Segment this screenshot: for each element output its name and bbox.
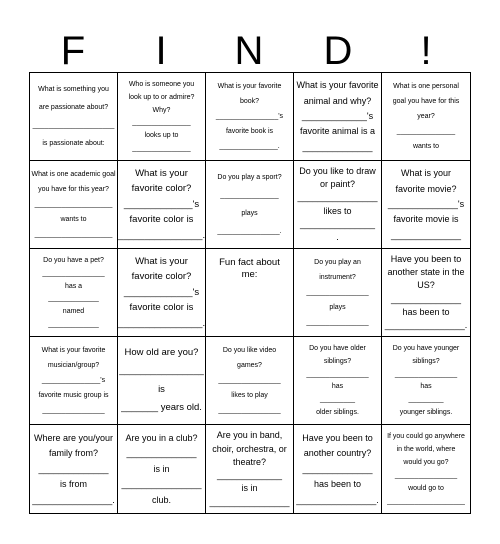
bingo-square: [294, 73, 382, 161]
square-text: has: [420, 383, 432, 391]
square-text: siblings?: [323, 357, 352, 365]
blank-line: ________________: [119, 365, 204, 377]
square-text: .: [336, 231, 339, 242]
bingo-grid: [29, 72, 471, 514]
square-text: favorite movie is: [393, 214, 459, 225]
square-text: favorite color?: [131, 271, 192, 282]
bingo-square: [206, 73, 294, 161]
square-text: would go to: [408, 485, 444, 492]
blank-line: _______________.: [219, 143, 280, 150]
square-text: has been to: [402, 306, 450, 317]
square-text: Do you have older: [309, 344, 366, 352]
blank-line: _____________: [216, 470, 283, 481]
blank-line: ________________: [306, 289, 369, 296]
blank-line: ______________'s: [387, 198, 465, 209]
blank-line: ____________________: [34, 231, 113, 238]
square-text: Why?: [152, 106, 171, 114]
square-text: is from: [60, 479, 87, 489]
square-text: likes to: [323, 205, 352, 216]
bingo-square: [294, 161, 382, 249]
square-text: favorite color is: [129, 302, 194, 313]
bingo-square: [382, 425, 470, 513]
square-text: favorite color?: [131, 183, 192, 194]
square-text: How old are you?: [124, 346, 199, 358]
bingo-square: [30, 161, 118, 249]
bingo-square: [382, 249, 470, 337]
square-text: If you could go anywhere: [387, 433, 465, 440]
blank-line: ________________: [394, 472, 458, 479]
square-text: is in: [241, 483, 258, 494]
square-text: wants to: [412, 143, 440, 150]
square-text: theatre?: [232, 456, 267, 467]
blank-line: ______________: [302, 463, 373, 474]
square-text: favorite animal is a: [299, 126, 376, 137]
blank-line: ____________________: [387, 498, 465, 505]
bingo-square: [294, 337, 382, 425]
bingo-square: [118, 73, 206, 161]
square-text: is passionate about:: [42, 140, 105, 147]
title-letter-d: D: [323, 29, 353, 73]
blank-line: ______________: [126, 448, 197, 458]
blank-line: ________________.: [32, 494, 115, 505]
blank-line: ________________.: [118, 229, 206, 241]
square-text: Fun fact about: [219, 257, 280, 268]
square-text: Are you in a club?: [125, 432, 198, 443]
square-text: siblings?: [412, 357, 440, 365]
square-text: favorite movie?: [395, 183, 457, 194]
square-text: you have for this year?: [38, 186, 109, 193]
title-exclamation: !: [420, 29, 432, 73]
square-text: instrument?: [319, 274, 356, 281]
bingo-square: [382, 73, 470, 161]
bingo-square: [118, 249, 206, 337]
blank-line: ________________: [121, 479, 202, 489]
square-text: Do you have a pet?: [43, 256, 104, 264]
square-text: wants to: [60, 216, 87, 223]
square-text: has been to: [313, 479, 362, 489]
square-text: What is one personal: [393, 83, 459, 90]
blank-line: ________________: [42, 269, 105, 277]
square-text: Do you play a sport?: [217, 174, 282, 181]
square-text: favorite music group is: [38, 392, 109, 399]
blank-line: _____________: [48, 295, 99, 303]
square-text: Do you like to draw: [299, 166, 376, 177]
blank-line: ________________: [42, 407, 105, 414]
square-text: look up to or admire?: [128, 93, 195, 101]
square-text: has: [331, 383, 344, 391]
bingo-square: [118, 425, 206, 513]
bingo-square: [118, 161, 206, 249]
bingo-square: [30, 337, 118, 425]
bingo-square: [118, 337, 206, 425]
blank-line: _________: [319, 396, 356, 404]
square-text: plays: [329, 304, 346, 311]
square-text: games?: [237, 362, 262, 369]
square-text: book?: [239, 98, 260, 105]
bingo-title: [29, 30, 471, 72]
bingo-square: [206, 249, 294, 337]
blank-line: _______________'s: [41, 377, 106, 384]
blank-line: ________________.: [296, 494, 379, 505]
square-text: club.: [151, 494, 171, 505]
blank-line: ______________: [390, 293, 462, 304]
blank-line: ________________: [297, 192, 378, 203]
blank-line: ________________'s: [215, 113, 284, 120]
square-text: would you go?: [403, 459, 449, 466]
square-text: Where are you/your: [33, 432, 114, 443]
square-text: What is your favorite: [217, 83, 282, 90]
bingo-square: [206, 337, 294, 425]
bingo-square: [382, 161, 470, 249]
square-text: younger siblings.: [399, 409, 453, 417]
square-text: older siblings.: [316, 409, 359, 417]
square-text: goal you have for this: [392, 98, 460, 105]
square-text: animal and why?: [303, 95, 372, 106]
square-text: choir, orchestra, or: [212, 443, 287, 454]
square-text: plays: [241, 210, 258, 217]
bingo-square: [382, 337, 470, 425]
bingo-square: [206, 161, 294, 249]
blank-line: ______________: [302, 141, 373, 152]
square-text: in the world, where: [396, 446, 456, 453]
bingo-square: [206, 425, 294, 513]
square-text: What is your: [135, 255, 188, 267]
blank-line: ______________: [390, 229, 462, 240]
blank-line: _________: [408, 396, 444, 404]
square-text: Do you have younger: [392, 344, 460, 352]
square-text: Have you been to: [302, 432, 373, 443]
blank-line: _____________: [48, 321, 99, 329]
blank-line: _______________: [132, 145, 191, 153]
blank-line: ________________: [209, 496, 290, 507]
blank-line: _____________'s: [123, 286, 200, 298]
blank-line: ________________: [218, 407, 281, 414]
square-text: is in: [153, 463, 170, 474]
square-text: favorite color is: [129, 214, 194, 225]
blank-line: ________________: [306, 370, 369, 378]
square-text: are passionate about?: [38, 104, 109, 111]
blank-line: ________________: [306, 319, 369, 326]
blank-line: ______________: [38, 463, 109, 474]
square-text: What is your: [400, 168, 451, 179]
blank-line: _______ years old.: [121, 402, 202, 414]
square-text: year?: [417, 113, 435, 120]
title-letter-i: I: [155, 29, 167, 73]
square-text: or paint?: [319, 179, 356, 190]
blank-line: _____________'s: [123, 198, 200, 210]
square-text: What is your favorite: [296, 80, 379, 91]
title-letter-n: N: [234, 29, 264, 73]
blank-line: _______________: [132, 119, 191, 127]
blank-line: _______________: [396, 128, 456, 135]
square-text: What is your favorite: [41, 347, 106, 354]
square-text: What is something you: [38, 86, 109, 93]
square-text: What is your: [135, 167, 188, 179]
bingo-square: [294, 425, 382, 513]
square-text: What is one academic goal: [31, 171, 116, 178]
square-text: US?: [417, 280, 435, 291]
square-text: named: [62, 308, 85, 316]
bingo-square: [30, 249, 118, 337]
square-text: likes to play: [231, 392, 268, 399]
bingo-square: [30, 425, 118, 513]
square-text: Who is someone you: [128, 80, 195, 88]
square-text: looks up to: [144, 132, 179, 140]
blank-line: ________________.: [384, 319, 468, 330]
blank-line: ________________.: [118, 317, 206, 329]
blank-line: _______________: [299, 218, 376, 229]
blank-line: _______________: [220, 192, 279, 199]
blank-line: _____________________: [32, 122, 115, 129]
square-text: family from?: [48, 448, 98, 458]
blank-line: ________________: [394, 370, 458, 378]
blank-line: ____________________: [34, 201, 113, 208]
bingo-square: [30, 73, 118, 161]
title-letter-f: F: [60, 29, 86, 73]
bingo-square: [294, 249, 382, 337]
square-text: musician/group?: [47, 362, 100, 369]
square-text: has a: [64, 282, 83, 290]
square-text: is: [158, 383, 165, 395]
blank-line: ________________.: [217, 228, 282, 235]
square-text: Do you play an: [314, 259, 361, 266]
square-text: another state in the: [387, 267, 465, 278]
blank-line: _____________'s: [301, 110, 374, 121]
square-text: favorite book is: [225, 128, 274, 135]
square-text: Do you like video: [222, 347, 277, 354]
square-text: me:: [241, 269, 258, 280]
blank-line: ________________: [218, 377, 281, 384]
square-text: another country?: [303, 448, 372, 458]
square-text: Are you in band,: [216, 430, 283, 441]
square-text: Have you been to: [390, 254, 462, 265]
